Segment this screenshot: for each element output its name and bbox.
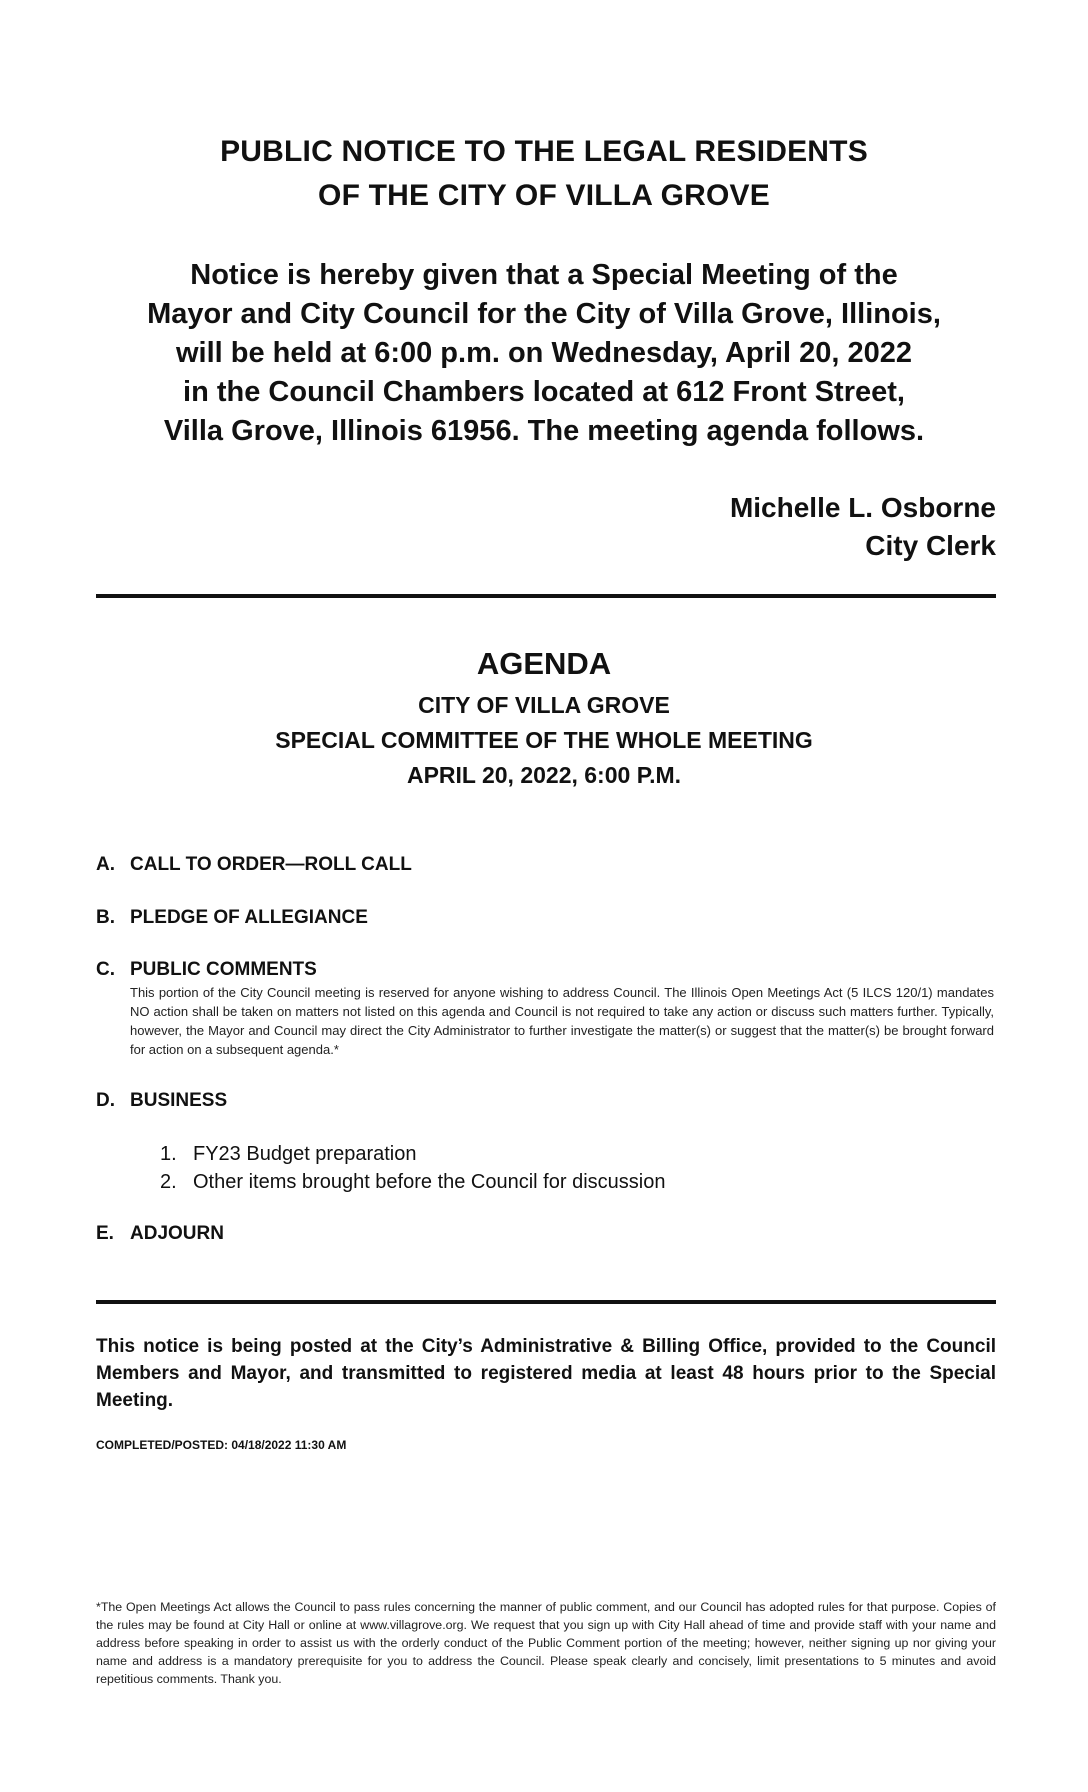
notice-title — [0, 130, 1088, 218]
section-letter: E. — [96, 1223, 114, 1244]
completed-posted-stamp: COMPLETED/POSTED: 04/18/2022 11:30 AM — [96, 1438, 347, 1452]
agenda-subtitle — [0, 688, 1088, 793]
list-item — [160, 1168, 665, 1196]
list-item-text: Other items brought before the Council for discussion — [193, 1171, 666, 1193]
agenda-subtitle-line: SPECIAL COMMITTEE OF THE WHOLE MEETING — [275, 727, 813, 753]
divider-bottom — [96, 1300, 996, 1304]
public-comments-description: This portion of the City Council meeting is reserved for anyone wishing to address Council. The Illinois Open Meetings Act (5 ILCS 120/1) mandates NO action shall be taken on matters not listed on this agenda and Council is not required to take any action or discuss such matters further. Typically, however, the Mayor and Council may direct the City Administrator to further investigate the matter(s) or suggest that the matter(s) be brought forward for action on a subsequent agenda.* — [130, 985, 994, 1057]
agenda-section-business — [96, 1088, 996, 1114]
section-heading — [96, 957, 996, 983]
agenda-subtitle-line: APRIL 20, 2022, 6:00 P.M. — [406, 762, 682, 788]
section-heading-text: BUSINESS — [130, 1090, 228, 1111]
posting-notice: This notice is being posted at the City’s Administrative & Billing Office, provided to the Council Members and Mayor, and transmitted to registered media at least 48 hours prior to the Special Meeting. — [96, 1336, 996, 1411]
business-item-list — [160, 1140, 665, 1196]
section-letter: C. — [96, 959, 115, 980]
agenda-title: AGENDA — [476, 646, 612, 681]
meeting-notice-line: will be held at 6:00 p.m. on Wednesday, April 20, 2022 — [176, 337, 912, 369]
section-heading — [96, 905, 996, 931]
meeting-notice-line: in the Council Chambers located at 612 Front Street, — [183, 376, 905, 408]
footnote: *The Open Meetings Act allows the Council to pass rules concerning the manner of public comment, and our Council has adopted rules for that purpose. Copies of the rules may be found at City Hall or online at www.villagrove.org. We request that you sign up with City Hall ahead of time and provide staff with your name and address before speaking in order to assist us with the orderly conduct of the Public Comment portion of the meeting; however, neither signing up nor giving your name and address is a mandatory prerequisite for you to address the Council. Please speak clearly and concisely, limit presentations to 5 minutes and avoid repetitious comments. Thank you. — [96, 1600, 996, 1686]
section-heading-text: PLEDGE OF ALLEGIANCE — [130, 907, 368, 928]
section-heading — [96, 852, 996, 878]
meeting-notice — [100, 256, 988, 451]
section-heading-text: ADJOURN — [130, 1223, 224, 1244]
section-heading-text: CALL TO ORDER—ROLL CALL — [130, 854, 412, 875]
meeting-notice-line: Notice is hereby given that a Special Meeting of the — [190, 259, 898, 291]
section-letter: A. — [96, 854, 115, 875]
list-item-text: FY23 Budget preparation — [193, 1143, 417, 1165]
list-item-number: 2. — [160, 1171, 177, 1193]
section-letter: D. — [96, 1090, 115, 1111]
signature-block — [730, 489, 996, 565]
meeting-notice-line: Mayor and City Council for the City of Villa Grove, Illinois, — [147, 298, 941, 330]
agenda-section-pledge — [96, 905, 996, 931]
section-heading-text: PUBLIC COMMENTS — [130, 959, 317, 980]
meeting-notice-line: Villa Grove, Illinois 61956. The meeting agenda follows. — [163, 415, 925, 447]
section-heading — [96, 1221, 996, 1247]
agenda-section-call-to-order — [96, 852, 996, 878]
notice-title-line: OF THE CITY OF VILLA GROVE — [318, 179, 770, 212]
notice-title-line: PUBLIC NOTICE TO THE LEGAL RESIDENTS — [220, 135, 868, 168]
divider-top — [96, 594, 996, 598]
signature-title: City Clerk — [865, 530, 996, 561]
agenda-section-public-comments — [96, 957, 996, 1059]
list-item-number: 1. — [160, 1143, 177, 1165]
agenda-subtitle-line: CITY OF VILLA GROVE — [418, 692, 670, 718]
list-item — [160, 1140, 665, 1168]
signature-name: Michelle L. Osborne — [729, 492, 996, 523]
section-letter: B. — [96, 907, 115, 928]
agenda-section-adjourn — [96, 1221, 996, 1247]
section-heading — [96, 1088, 996, 1114]
